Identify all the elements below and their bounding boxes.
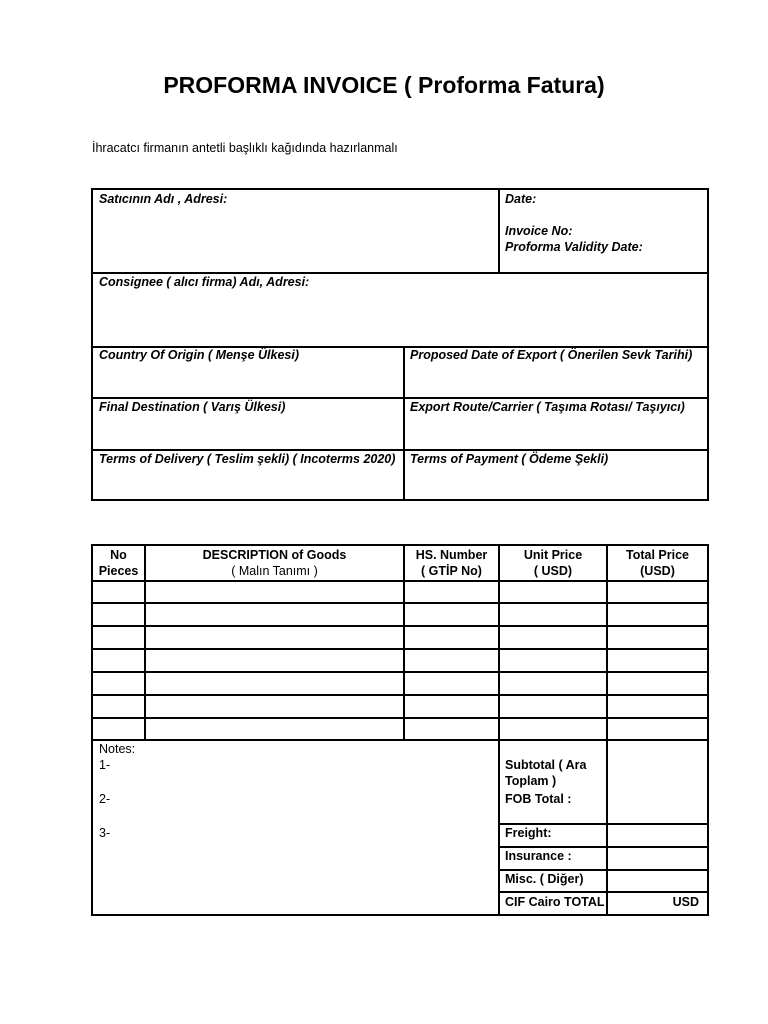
col-header-line: ( USD)	[533, 564, 573, 578]
table-row	[93, 694, 707, 696]
note-item: 2-	[99, 792, 111, 806]
subtotal-label	[505, 757, 586, 789]
divider	[93, 272, 707, 274]
note-item: 3-	[99, 826, 111, 840]
goods-table	[91, 544, 709, 916]
export-route-label: Export Route/Carrier ( Taşıma Rotası/ Taşıyıcı)	[410, 400, 685, 414]
table-row	[93, 580, 707, 582]
proposed-date-label: Proposed Date of Export ( Önerilen Sevk Tarihi)	[410, 348, 693, 362]
terms-delivery-label: Terms of Delivery ( Teslim şekli) ( Incoterms 2020)	[99, 452, 396, 466]
validity-date-label: Proforma Validity Date:	[505, 240, 643, 254]
invoice-no-label: Invoice No:	[505, 224, 573, 238]
table-row	[93, 602, 707, 604]
col-header-line: No	[110, 548, 127, 562]
divider	[93, 449, 707, 451]
col-header-line: (USD)	[640, 564, 675, 578]
table-row	[93, 671, 707, 673]
subtotal-line: Toplam )	[505, 774, 557, 788]
date-label: Date:	[505, 192, 537, 206]
divider	[403, 346, 405, 499]
col-header-unit-price	[500, 547, 606, 579]
col-header-line: Unit Price	[523, 548, 583, 562]
table-row	[93, 648, 707, 650]
currency-label: USD	[672, 895, 699, 909]
seller-label: Satıcının Adı , Adresi:	[99, 192, 228, 206]
table-row	[93, 717, 707, 719]
col-header-line: ( GTİP No)	[421, 564, 482, 578]
col-header-description	[146, 547, 403, 579]
freight-label: Freight:	[505, 826, 552, 840]
divider	[498, 190, 500, 273]
table-row	[93, 739, 707, 741]
insurance-label: Insurance :	[505, 849, 572, 863]
col-header-no-pieces	[93, 547, 144, 579]
letterhead-instruction: İhracatcı firmanın antetli başlıklı kağıdında hazırlanmalı	[92, 141, 398, 155]
note-item: 1-	[99, 758, 111, 772]
subtotal-line: Subtotal ( Ara	[505, 758, 587, 772]
col-header-hs-number	[405, 547, 498, 579]
misc-label: Misc. ( Diğer)	[505, 872, 584, 886]
final-destination-label: Final Destination ( Varış Ülkesi)	[99, 400, 286, 414]
divider	[93, 397, 707, 399]
origin-label: Country Of Origin ( Menşe Ülkesi)	[99, 348, 300, 362]
col-header-line: Pieces	[98, 564, 139, 578]
col-header-line: DESCRIPTION of Goods	[202, 548, 347, 562]
terms-payment-label: Terms of Payment ( Ödeme Şekli)	[410, 452, 609, 466]
col-header-line: Total Price	[626, 548, 689, 562]
document-title: PROFORMA INVOICE ( Proforma Fatura)	[163, 72, 605, 98]
col-header-line: HS. Number	[415, 548, 488, 562]
cif-total-label: CIF Cairo TOTAL	[505, 895, 605, 909]
col-header-line: ( Malın Tanımı )	[231, 564, 318, 578]
header-form	[91, 188, 709, 501]
fob-total-label: FOB Total :	[505, 792, 572, 806]
consignee-label: Consignee ( alıcı firma) Adı, Adresi:	[99, 275, 310, 289]
table-row	[93, 625, 707, 627]
notes-heading: Notes:	[99, 742, 136, 756]
totals-divider	[498, 891, 707, 893]
col-header-total-price	[608, 547, 707, 579]
